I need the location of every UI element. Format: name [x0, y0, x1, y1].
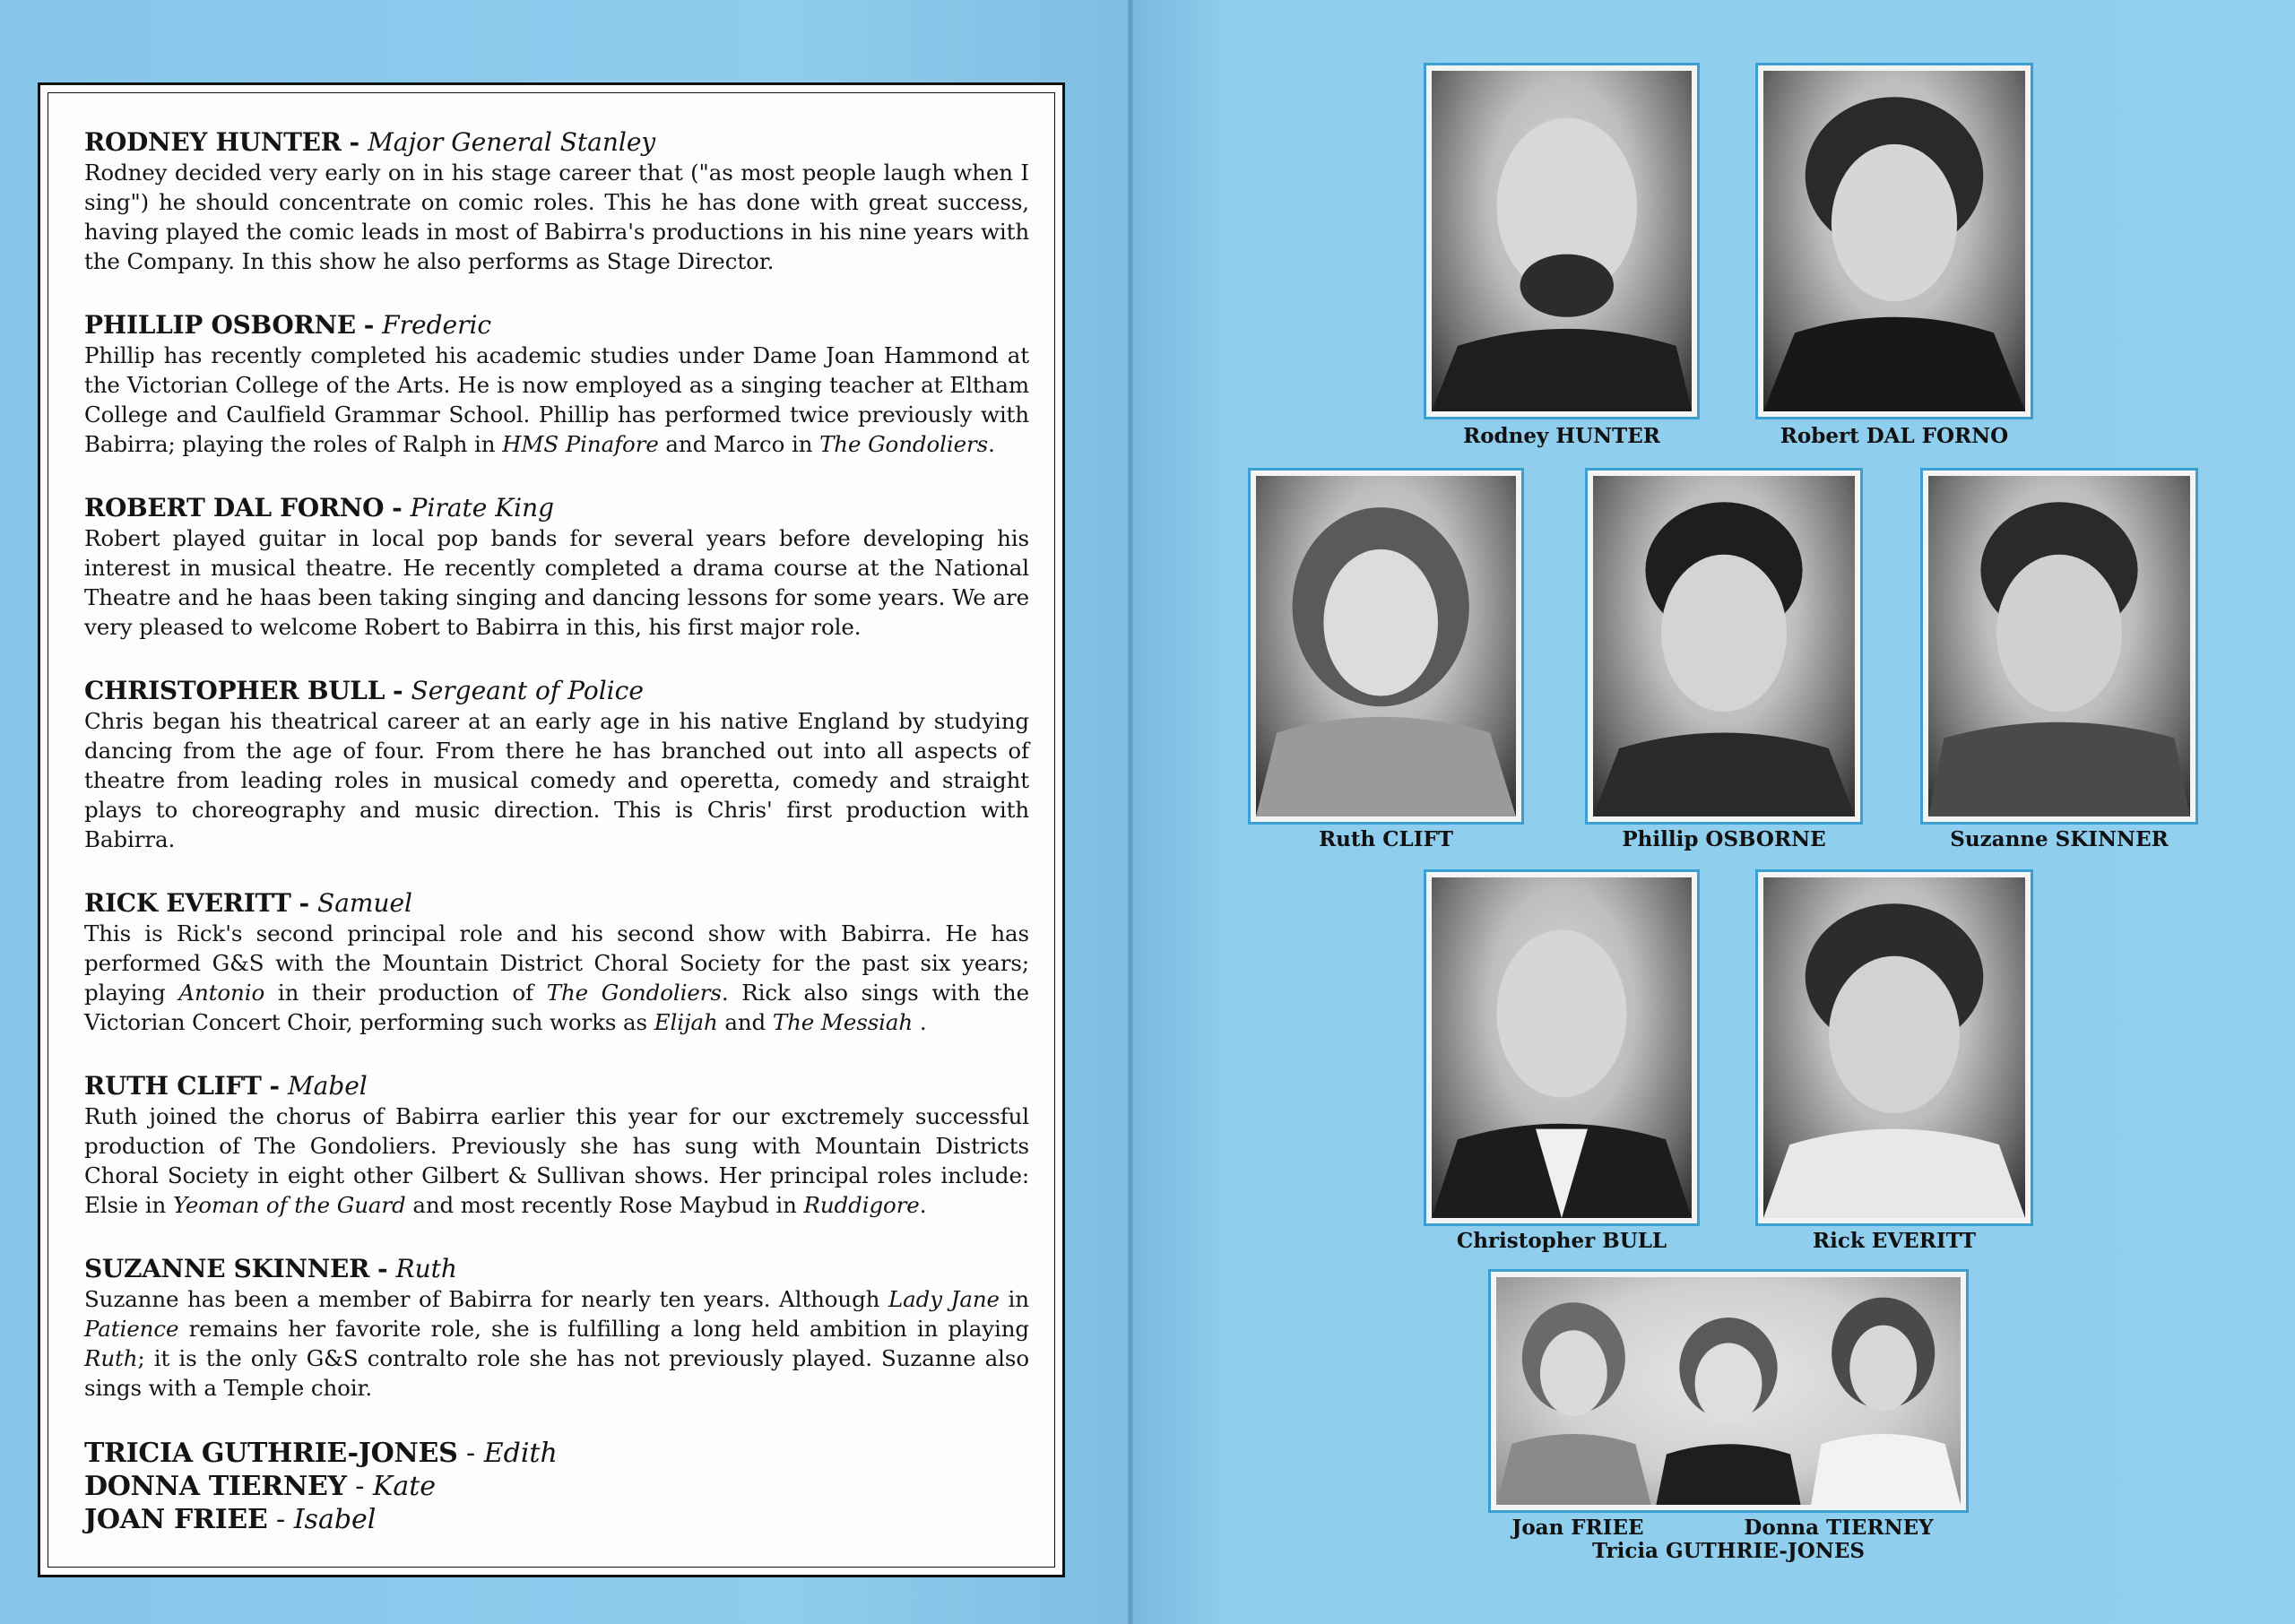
- performer-name: PHILLIP OSBORNE: [84, 310, 356, 340]
- bio-rick-everitt: [84, 888, 1029, 1037]
- separator: -: [355, 1471, 365, 1502]
- performer-name: DONNA TIERNEY: [84, 1471, 347, 1502]
- caption-rodney-hunter: Rodney HUNTER: [1463, 424, 1660, 448]
- caption-tricia-guthrie-jones: Tricia GUTHRIE-JONES: [1592, 1539, 1865, 1563]
- caption-rick-everitt: Rick EVERITT: [1813, 1229, 1976, 1253]
- bio-text-part: Ruth joined the chorus of Babirra earlier this year for our exctremely successful production of The Gondoliers. Previously she has sung with Mountain Districts Choral Society in eight other Gilbert & Sullivan shows. Her principal roles include: Elsie in: [84, 1103, 1029, 1218]
- show-title: Yeoman of the Guard: [172, 1192, 406, 1218]
- performer-name: TRICIA GUTHRIE-JONES: [84, 1438, 458, 1469]
- page-gutter: [1128, 0, 1133, 1624]
- performer-name: RODNEY HUNTER: [84, 127, 342, 157]
- character-role: Kate: [372, 1471, 437, 1502]
- bio-text: Chris began his theatrical career at an early age in his native England by studying dancing from the age of four. From there he has branched out into all aspects of theatre from leading roles in musical comedy and operetta, comedy and straight plays to choreography and music direction. This is Chris' first production with Babirra.: [84, 708, 1029, 852]
- headshot-image: [1432, 877, 1692, 1218]
- role-title: Ruth: [84, 1345, 138, 1371]
- caption-robert-dal-forno: Robert DAL FORNO: [1780, 424, 2009, 448]
- bio-heading: [84, 676, 1029, 706]
- bio-text: Robert played guitar in local pop bands for several years before developing his interest in musical theatre. He recently completed a drama course at the National Theatre and he haas been taking singing and dancing lessons for some years. We are very pleased to welcome Robert to Babirra in this, his first major role.: [84, 525, 1029, 640]
- performer-name: CHRISTOPHER BULL: [84, 676, 385, 705]
- bio-text-part: in their production of: [277, 980, 533, 1006]
- bio-text-part: .: [919, 1192, 927, 1218]
- show-title: HMS Pinafore: [502, 431, 659, 457]
- photo-phillip-osborne: [1585, 468, 1863, 825]
- photo-suzanne-skinner: [1920, 468, 2198, 825]
- show-title: Patience: [84, 1316, 179, 1342]
- cast-line: [84, 1470, 1029, 1503]
- bio-text-part: .: [988, 431, 995, 457]
- separator: -: [392, 493, 403, 523]
- cast-line: [84, 1503, 1029, 1536]
- bio-text-part: . Rick also sings with the Victorian Concert Choir, performing such works as: [84, 980, 1029, 1035]
- chorus-cast-list: [84, 1437, 1029, 1536]
- bio-ruth-clift: [84, 1071, 1029, 1220]
- headshot-image: [1256, 476, 1516, 816]
- character-role: Samuel: [317, 888, 413, 918]
- bio-text: [84, 1101, 1029, 1220]
- bio-heading: [84, 127, 1029, 158]
- bio-heading: [84, 1254, 1029, 1284]
- performer-name: ROBERT DAL FORNO: [84, 493, 385, 523]
- performer-name: JOAN FRIEE: [84, 1504, 268, 1535]
- show-title: Elijah: [654, 1009, 718, 1035]
- character-role: Pirate King: [410, 493, 555, 523]
- headshot-image: [1763, 877, 2025, 1218]
- photo-christopher-bull: [1424, 869, 1700, 1226]
- caption-joan-friee: Joan FRIEE: [1511, 1516, 1644, 1540]
- separator: -: [269, 1071, 281, 1101]
- separator: -: [276, 1504, 286, 1535]
- bio-phillip-osborne: [84, 310, 1029, 459]
- bio-heading: [84, 1071, 1029, 1101]
- headshot-image: [1593, 476, 1855, 816]
- caption-phillip-osborne: Phillip OSBORNE: [1622, 827, 1826, 851]
- bio-text: [84, 1284, 1029, 1403]
- performer-name: RICK EVERITT: [84, 888, 291, 918]
- bio-text-part: .: [919, 1009, 927, 1035]
- character-role: Sergeant of Police: [411, 676, 644, 705]
- separator: -: [349, 127, 360, 157]
- bio-text: Rodney decided very early on in his stage career that ("as most people laugh when I sing") he should concentrate on comic roles. This he has done with great success, having played the comic leads in most of Babirra's productions in his nine years with the Company. In this show he also performs as Stage Director.: [84, 160, 1029, 274]
- separator: -: [363, 310, 375, 340]
- bio-rodney-hunter: [84, 127, 1029, 276]
- separator: -: [393, 676, 403, 705]
- show-title: Lady Jane: [888, 1286, 1000, 1312]
- character-role: Isabel: [293, 1504, 377, 1535]
- bio-suzanne-skinner: [84, 1254, 1029, 1403]
- bio-robert-dal-forno: [84, 493, 1029, 642]
- bio-text-part: in: [1008, 1286, 1029, 1312]
- show-title: Antonio: [178, 980, 265, 1006]
- bio-text-part: and: [724, 1009, 766, 1035]
- show-title: The Gondoliers: [819, 431, 989, 457]
- cast-line: [84, 1437, 1029, 1470]
- headshot-image: [1763, 71, 2025, 411]
- headshot-image: [1432, 71, 1692, 411]
- photo-rodney-hunter: [1424, 63, 1700, 419]
- character-role: Frederic: [382, 310, 492, 340]
- character-role: Major General Stanley: [368, 127, 656, 157]
- group-headshot-image: [1496, 1277, 1961, 1505]
- bio-text-part: and Marco in: [665, 431, 813, 457]
- separator: -: [377, 1254, 388, 1283]
- bio-text: [84, 341, 1029, 459]
- performer-name: RUTH CLIFT: [84, 1071, 262, 1101]
- show-title: Ruddigore: [803, 1192, 920, 1218]
- caption-christopher-bull: Christopher BULL: [1456, 1229, 1667, 1253]
- headshot-image: [1928, 476, 2190, 816]
- bio-text-part: and most recently Rose Maybud in: [412, 1192, 797, 1218]
- bio-heading: [84, 493, 1029, 523]
- bio-christopher-bull: [84, 676, 1029, 854]
- photo-robert-dal-forno: [1755, 63, 2033, 419]
- photo-ruth-clift: [1248, 468, 1524, 825]
- separator: -: [299, 888, 310, 918]
- caption-donna-tierney: Donna TIERNEY: [1744, 1516, 1934, 1540]
- bio-text-part: remains her favorite role, she is fulfilling a long held ambition in playing: [188, 1316, 1029, 1342]
- bio-text-part: Suzanne has been a member of Babirra for nearly ten years. Although: [84, 1286, 880, 1312]
- caption-ruth-clift: Ruth CLIFT: [1319, 827, 1453, 851]
- performer-name: SUZANNE SKINNER: [84, 1254, 370, 1283]
- bio-heading: [84, 888, 1029, 919]
- biographies-box: [38, 82, 1065, 1577]
- caption-suzanne-skinner: Suzanne SKINNER: [1950, 827, 2169, 851]
- bio-text: [84, 919, 1029, 1037]
- bio-text-part: ; it is the only G&S contralto role she has not previously played. Suzanne also sings with a Temple choir.: [84, 1345, 1029, 1401]
- bio-text-part: Phillip has recently completed his academic studies under Dame Joan Hammond at the Victorian College of the Arts. He is now employed as a singing teacher at Eltham College and Caulfield Grammar School. Phillip has performed twice previously with Babirra; playing the roles of Ralph in: [84, 342, 1029, 457]
- show-title: The Gondoliers: [546, 980, 722, 1006]
- character-role: Edith: [483, 1438, 558, 1469]
- bio-heading: [84, 310, 1029, 341]
- character-role: Ruth: [395, 1254, 457, 1283]
- photo-group-chorus: [1488, 1269, 1969, 1513]
- biographies-inner-border: [48, 92, 1055, 1568]
- character-role: Mabel: [287, 1071, 368, 1101]
- bio-text-part: This is Rick's second principal role and his second show with Babirra. He has performed G&S with the Mountain District Choral Society for the past six years; playing: [84, 920, 1029, 1006]
- show-title: The Messiah: [772, 1009, 914, 1035]
- separator: -: [466, 1438, 476, 1469]
- photo-rick-everitt: [1755, 869, 2033, 1226]
